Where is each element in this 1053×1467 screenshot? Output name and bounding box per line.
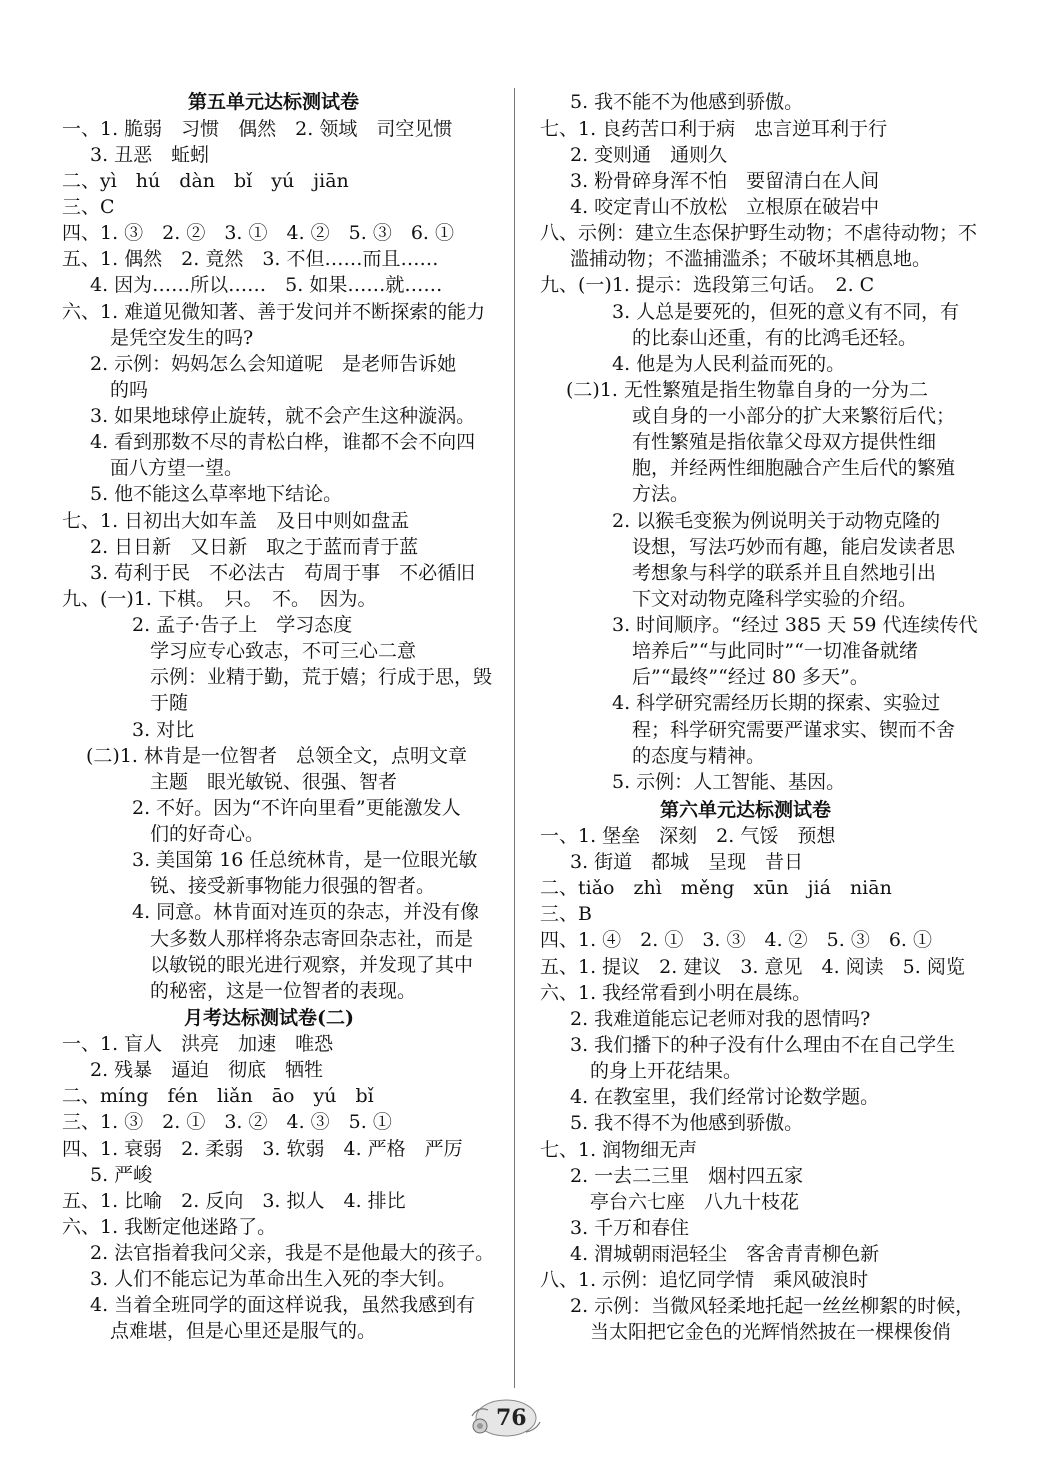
answer-line: 七、1. 润物细无声 [540,1139,698,1161]
answer-line: 4. 渭城朝雨浥轻尘 客舍青青柳色新 [570,1243,880,1265]
answer-line: 四、1. ③ 2. ② 3. ① 4. ② 5. ③ 6. ① [62,222,455,244]
answer-line: 的吗 [110,379,149,401]
answer-line: 三、C [62,196,115,218]
answer-line: 2. 不好。因为“不许向里看”更能激发人 [132,797,461,819]
answer-line: 5. 示例：人工智能、基因。 [612,771,846,793]
answer-line: 点难堪，但是心里还是服气的。 [110,1320,377,1342]
answer-line: 主题 眼光敏锐、很强、智者 [150,771,398,793]
answer-line: 2. 残暴 逼迫 彻底 牺牲 [90,1059,324,1081]
answer-line: 九、(一)1. 下棋。 只。 不。 因为。 [62,588,377,610]
answer-line: 四、1. ④ 2. ① 3. ③ 4. ② 5. ③ 6. ① [540,929,933,951]
answer-line: 2. 示例：妈妈怎么会知道呢 是老师告诉她 [90,353,457,375]
answer-line: 六、1. 难道见微知著、善于发问并不断探索的能力 [62,301,486,323]
answer-line: 滥捕动物；不滥捕滥杀；不破坏其栖息地。 [570,248,932,270]
answer-line: (二)1. 林肯是一位智者 总领全文，点明文章 [86,745,467,767]
answer-line: 5. 他不能这么草率地下结论。 [90,483,343,505]
section-title-unit5: 第五单元达标测试卷 [188,91,360,113]
answer-line: 方法。 [632,483,690,505]
answer-line: 5. 我不得不为他感到骄傲。 [570,1112,804,1134]
answer-line: 五、1. 比喻 2. 反向 3. 拟人 4. 排比 [62,1190,406,1212]
answer-line: 3. 美国第 16 任总统林肯，是一位眼光敏 [132,849,478,871]
answer-line: 3. 丑恶 蚯蚓 [90,144,210,166]
answer-line: 示例：业精于勤，荒于嬉；行成于思，毁 [150,666,493,688]
answer-line: 一、1. 堡垒 深刻 2. 气馁 预想 [540,825,836,847]
answer-line: 二、tiǎo zhì měng xūn jiá niān [540,877,892,899]
answer-line: 2. 孟子·告子上 学习态度 [132,614,353,636]
answer-line: 六、1. 我断定他迷路了。 [62,1216,277,1238]
column-divider [514,88,515,1388]
answer-line: 当太阳把它金色的光辉悄然披在一棵棵俊俏 [590,1321,952,1343]
answer-line: 的身上开花结果。 [590,1060,743,1082]
answer-line: 有性繁殖是指依靠父母双方提供性细 [632,431,937,453]
answer-line: 培养后”“与此同时”“一切准备就绪 [632,640,918,662]
answer-line: 七、1. 良药苦口利于病 忠言逆耳利于行 [540,118,888,140]
answer-line: (二)1. 无性繁殖是指生物靠自身的一分为二 [566,379,928,401]
answer-line: 2. 示例：当微风轻柔地托起一丝丝柳絮的时候， [570,1295,975,1317]
answer-line: 是凭空发生的吗? [110,327,254,349]
answer-line: 六、1. 我经常看到小明在晨练。 [540,982,812,1004]
answer-line: 的秘密，这是一位智者的表现。 [150,980,417,1002]
answer-line: 3. 粉骨碎身浑不怕 要留清白在人间 [570,170,880,192]
answer-line: 八、示例：建立生态保护野生动物；不虐待动物；不 [540,222,978,244]
answer-line: 胞，并经两性细胞融合产生后代的繁殖 [632,457,956,479]
answer-line: 4. 同意。林肯面对连页的杂志，并没有像 [132,901,480,923]
answer-line: 3. 时间顺序。“经过 385 天 59 代连续传代 [612,614,978,636]
answer-line: 3. 千万和春住 [570,1217,690,1239]
answer-line: 一、1. 脆弱 习惯 偶然 2. 领域 司空见惯 [62,118,453,140]
answer-line: 三、1. ③ 2. ① 3. ② 4. ③ 5. ① [62,1111,392,1133]
answer-line: 亭台六七座 八九十枝花 [590,1191,800,1213]
answer-line: 们的好奇心。 [150,823,265,845]
answer-line: 三、B [540,903,592,925]
answer-line: 一、1. 盲人 洪亮 加速 唯恐 [62,1033,334,1055]
answer-line: 3. 如果地球停止旋转，就不会产生这种漩涡。 [90,405,476,427]
answer-line: 五、1. 提议 2. 建议 3. 意见 4. 阅读 5. 阅览 [540,956,965,978]
answer-line: 的态度与精神。 [632,745,766,767]
answer-line: 大多数人那样将杂志寄回杂志社，而是 [150,928,474,950]
answer-line: 2. 以猴毛变猴为例说明关于动物克隆的 [612,510,941,532]
answer-line: 3. 人们不能忘记为革命出生入死的李大钊。 [90,1268,457,1290]
answer-line: 二、míng fén liǎn āo yú bǐ [62,1085,374,1107]
answer-line: 4. 看到那数不尽的青松白桦，谁都不会不向四 [90,431,476,453]
answer-line: 2. 法官指着我问父亲，我是不是他最大的孩子。 [90,1242,495,1264]
answer-line: 4. 当着全班同学的面这样说我，虽然我感到有 [90,1294,476,1316]
answer-line: 4. 科学研究需经历长期的探索、实验过 [612,692,941,714]
answer-line: 面八方望一望。 [110,457,244,479]
answer-line: 七、1. 日初出大如车盖 及日中则如盘盂 [62,510,410,532]
answer-line: 3. 我们播下的种子没有什么理由不在自己学生 [570,1034,956,1056]
answer-line: 5. 严峻 [90,1164,153,1186]
answer-line: 四、1. 衰弱 2. 柔弱 3. 软弱 4. 严格 严厉 [62,1138,463,1160]
answer-line: 2. 我难道能忘记老师对我的恩情吗? [570,1008,871,1030]
answer-line: 4. 因为……所以…… 5. 如果……就…… [90,274,443,296]
answer-line: 九、(一)1. 提示：选段第三句话。 2. C [540,274,875,296]
section-title-monthly2: 月考达标测试卷(二) [184,1007,354,1029]
answer-line: 3. 人总是要死的，但死的意义有不同，有 [612,301,960,323]
answer-line: 二、yì hú dàn bǐ yú jiān [62,170,349,192]
answer-line: 锐、接受新事物能力很强的智者。 [150,875,436,897]
answer-line: 程；科学研究需要严谨求实、锲而不舍 [632,719,956,741]
answer-line: 五、1. 偶然 2. 竟然 3. 不但……而且…… [62,248,439,270]
answer-line: 4. 他是为人民利益而死的。 [612,353,846,375]
answer-line: 4. 在教室里，我们经常讨论数学题。 [570,1086,880,1108]
answer-line: 4. 咬定青山不放松 立根原在破岩中 [570,196,880,218]
answer-line: 后”“最终”“经过 80 多天”。 [632,666,869,688]
answer-line: 设想，写法巧妙而有趣，能启发读者思 [632,536,956,558]
answer-line: 或自身的一小部分的扩大来繁衍后代； [632,405,956,427]
answer-line: 3. 街道 都城 呈现 昔日 [570,851,804,873]
answer-line: 考想象与科学的联系并且自然地引出 [632,562,937,584]
answer-line: 的比泰山还重，有的比鸿毛还轻。 [632,327,918,349]
answer-line: 学习应专心致志，不可三心二意 [150,640,417,662]
answer-line: 下文对动物克隆科学实验的介绍。 [632,588,918,610]
page-number: 76 [496,1405,527,1431]
answer-line: 3. 苟利于民 不必法古 苟周于事 不必循旧 [90,562,476,584]
answer-line: 2. 一去二三里 烟村四五家 [570,1165,804,1187]
answer-line: 八、1. 示例：追忆同学情 乘风破浪时 [540,1269,869,1291]
answer-line: 2. 变则通 通则久 [570,144,728,166]
answer-line: 以敏锐的眼光进行观察，并发现了其中 [150,954,474,976]
answer-line: 于随 [150,692,189,714]
section-title-unit6: 第六单元达标测试卷 [660,799,832,821]
answer-line: 3. 对比 [132,719,195,741]
answer-line: 5. 我不能不为他感到骄傲。 [570,91,804,113]
answer-line: 2. 日日新 又日新 取之于蓝而青于蓝 [90,536,419,558]
